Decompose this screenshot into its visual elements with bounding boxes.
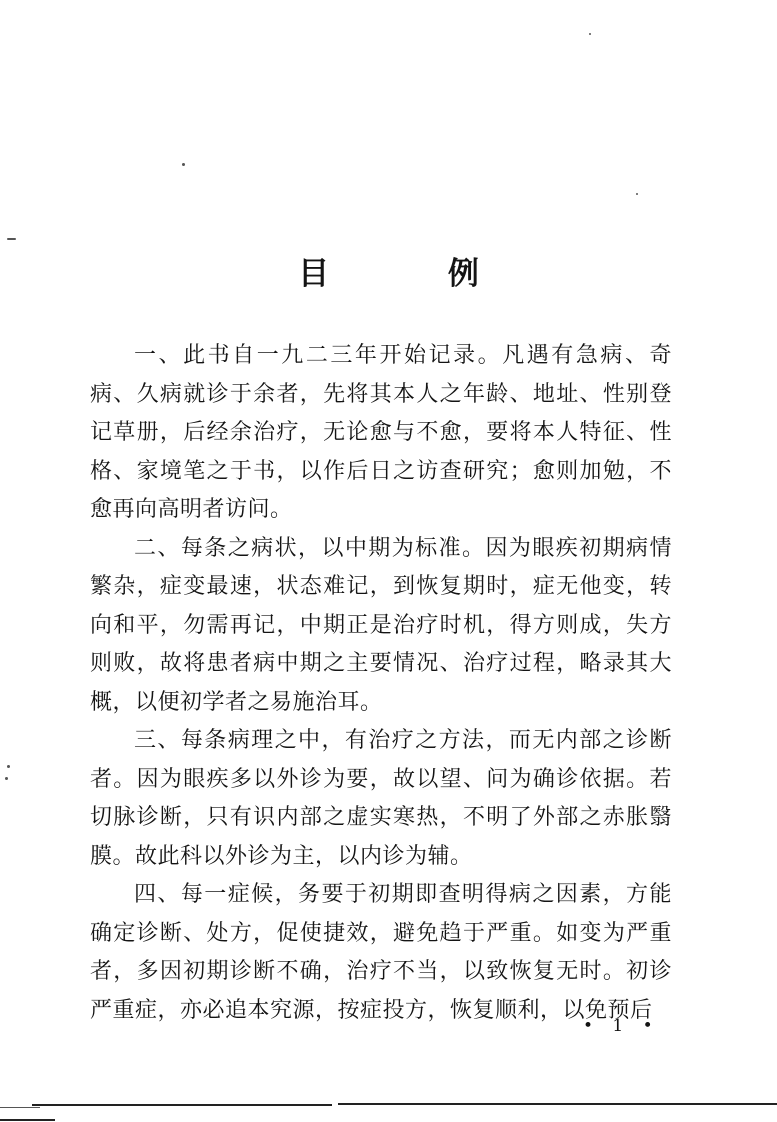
scan-speck bbox=[5, 777, 8, 780]
scan-speck bbox=[636, 193, 638, 195]
scan-speck bbox=[589, 33, 591, 35]
bottom-rule-right bbox=[338, 1103, 777, 1105]
bottom-rule-short bbox=[0, 1107, 40, 1108]
paragraph-4: 四、每一症候，务要于初期即查明得病之因素，方能确定诊断、处方，促使捷效，避免趋于严重。如变为严重者，多因初期诊断不确，治疗不当，以致恢复无时。初诊严重症，亦必追本究源，按症投方，恢复顺利，以免预后 bbox=[90, 882, 672, 1023]
paragraph-1: 一、此书自一九二三年开始记录。凡遇有急病、奇病、久病就诊于余者，先将其本人之年龄、地址、性别登记草册，后经余治疗，无论愈与不愈，要将本人特征、性格、家境笔之于书，以作后日之访查研究；愈则加勉，不愈再向高明者访问。 bbox=[90, 343, 672, 522]
page-number: • 1 • bbox=[583, 1016, 660, 1036]
scan-speck bbox=[7, 765, 10, 768]
paragraph-2: 二、每条之病状，以中期为标准。因为眼疾初期病情繁杂，症变最速，状态难记，到恢复期时，症无他变，转向和平，勿需再记，中期正是治疗时机，得方则成，失方则败，故将患者病中期之主要情况、治疗过程，略录其大概，以便初学者之易施治耳。 bbox=[90, 535, 672, 715]
bottom-rule-left bbox=[32, 1104, 332, 1106]
scan-speck bbox=[7, 238, 16, 240]
page-title: 目 例 bbox=[298, 256, 533, 292]
body-text bbox=[90, 337, 672, 1030]
corner-rule bbox=[0, 1119, 55, 1121]
paragraph-3: 三、每条病理之中，有治疗之方法，而无内部之诊断者。因为眼疾多以外诊为要，故以望、问为确诊依据。若切脉诊断，只有识内部之虚实寒热，不明了外部之赤胀翳膜。故此科以外诊为主，以内诊为辅。 bbox=[90, 728, 672, 869]
scan-speck bbox=[182, 163, 185, 166]
